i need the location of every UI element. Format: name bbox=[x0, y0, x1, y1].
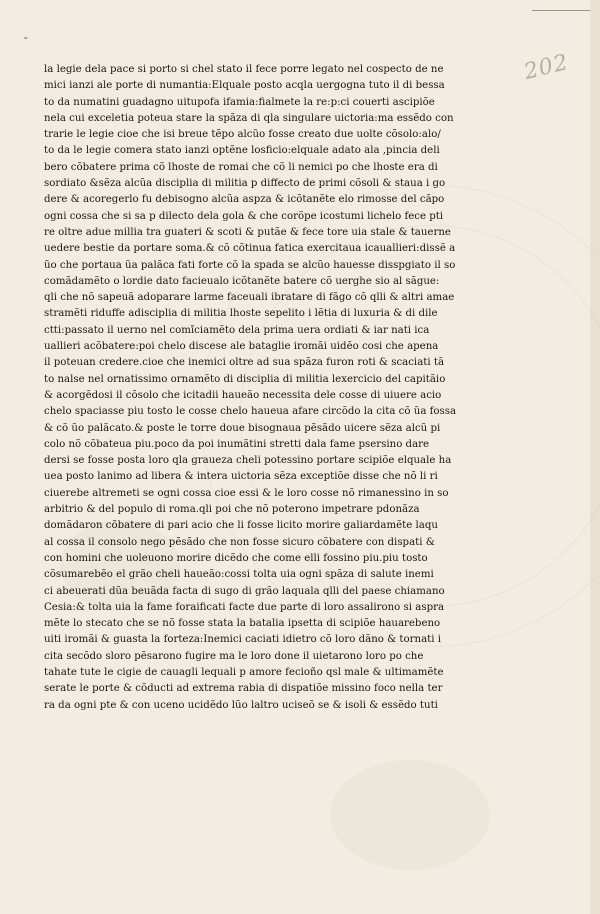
text-line: ci abeuerati dũa beuãda facta di sugo di grão laquala qlli del paese chiamano bbox=[44, 585, 445, 597]
text-line: bero cõbatere prima cõ lhoste de romai che cõ li nemici po che lhoste era di bbox=[44, 161, 438, 173]
folio-number: 202 bbox=[521, 49, 572, 86]
text-line: Cesia:& tolta uia la fame foraificati facte due parte di loro assalirono si aspra bbox=[44, 601, 445, 613]
text-line: uedere bestie da portare soma.& cõ cõtinua fatica exercitaua icauallieri:dissẽ a bbox=[44, 243, 456, 255]
text-line: uallieri acõbatere:poi chelo discese ale bataglie iromãi uidẽo cosi che apena bbox=[44, 341, 439, 353]
text-line: colo nõ cõbateua piu.poco da poi inumãtini stretti dala fame psersino dare bbox=[44, 438, 430, 450]
text-line: chelo spaciasse piu tosto le cosse chelo haueua afare circõdo la cita cõ ũa fossa bbox=[44, 406, 457, 418]
text-line: con homini che uoleuono morire dicẽdo che come elli fossino piu.piu tosto bbox=[44, 552, 428, 564]
text-line: cita secõdo sloro pẽsarono fugire ma le loro done il uietarono loro po che bbox=[44, 650, 424, 662]
text-line: ctti:passato il uerno nel comĩciamẽto dela prima uera ordiati & iar nati ica bbox=[44, 324, 430, 336]
text-line: dersi se fosse posta loro qla graueza cheli potessino portare scipiõe elquale ha bbox=[44, 455, 452, 467]
text-line: to nalse nel ornatissimo ornamẽto di disciplia di militia lexercicio del capitãio bbox=[44, 373, 446, 385]
text-line: trarie le legie cioe che isi breue tẽpo alcũo fosse creato due uolte cõsolo:alo/ bbox=[44, 129, 441, 141]
incunable-text-block bbox=[44, 62, 462, 714]
text-line: uiti iromãi & guasta la forteza:Inemici caciati idietro cõ loro dãno & tornati i bbox=[44, 634, 442, 646]
text-line: re oltre adue millia tra guateri & scoti & putãe & fece tore uia stale & tauerne bbox=[44, 226, 451, 238]
text-line: la legie dela pace si porto si chel stato il fece porre legato nel cospecto de ne bbox=[44, 64, 444, 75]
text-line: sordiato &sẽza alcũa disciplia di militia p diffecto de primi cõsoli & staua i go bbox=[44, 178, 446, 190]
text-line: nela cui exceletia poteua stare la spãza di qla singulare uictoria:ma essẽdo con bbox=[44, 112, 454, 124]
text-line: ogni cossa che si sa p dilecto dela gola & che corõpe icostumi lichelo fece pti bbox=[44, 210, 444, 222]
text-line: dere & acoregerlo fu debisogno alcũa aspza & icõtanẽte elo rimosse del cãpo bbox=[44, 194, 445, 206]
text-line: comãdamẽto o lordie dato facieualo icõtanẽte batere cõ uerghe sio al sãgue: bbox=[44, 275, 440, 287]
text-line: ciuerebe altremeti se ogni cossa cioe essi & le loro cosse nõ rimanessino in so bbox=[44, 487, 449, 499]
text-line: & acorgẽdosi il cõsolo che icitadii haueão necessita dele cosse di uiuere acio bbox=[44, 389, 442, 401]
text-line: to da numatini guadagno uitupofa ifamia:fialmete la re:p:ci couerti ascipiõe bbox=[44, 96, 435, 108]
text-line: & cõ ũo palãcato.& poste le torre doue bisognaua pẽsãdo uicere sẽza alcũ pi bbox=[44, 422, 441, 434]
text-line: serate le porte & cõducti ad extrema rabia di dispatiõe missino foco nella ter bbox=[44, 683, 443, 695]
text-line: mẽte lo stecato che se nõ fosse stata la batalia ipsetta di scipiõe hauarebeno bbox=[44, 618, 441, 630]
text-line: ra da ogni pte & con uceno ucidẽdo lũo laltro uciseõ se & isoli & essẽdo tuti bbox=[44, 699, 438, 711]
text-line: domãdaron cõbatere di pari acio che li fosse licito morire galiardamẽte laqu bbox=[44, 520, 438, 532]
text-line: to da le legie comera stato ianzi optẽne losficio:elquale adato ala ,pincia deli bbox=[44, 145, 440, 157]
text-line: tahate tute le cigie de cauagli lequali p amore fecioño qsl male & ultimamẽte bbox=[44, 666, 444, 678]
text-line: stramẽti riduffe adisciplia di militia lhoste sepelito i lẽtia di luxuria & di dile bbox=[44, 308, 438, 320]
text-line: al cossa il consolo nego pẽsãdo che non fosse sicuro cõbatere con dispati & bbox=[44, 536, 435, 548]
text-line: mici ianzi ale porte di numantia:Elquale posto acqla uergogna tuto il di bessa bbox=[44, 80, 445, 92]
text-line: cõsumarebẽo el grão cheli haueão:cossi tolta uia ogni spãza di salute inemi bbox=[44, 569, 434, 581]
text-line: il poteuan credere.cioe che inemici oltre ad sua spãza furon roti & scaciati tã bbox=[44, 357, 445, 369]
text-line: ũo che portaua ũa palãca fati forte cõ la spada se alcũo hauesse disspgiato il so bbox=[44, 259, 456, 271]
corner-mark bbox=[532, 0, 590, 11]
text-line: qli che nõ sapeuã adoparare larme faceuali ibratare di fãgo cõ qlli & altri amae bbox=[44, 292, 455, 304]
margin-tick-mark: ˇ bbox=[23, 36, 29, 49]
text-line: arbitrio & del populo di roma.qli poi che nõ poterono impetrare pdonãza bbox=[44, 504, 420, 516]
paper-stain bbox=[330, 760, 490, 870]
text-line: uea posto lanimo ad libera & intera uictoria sẽza exceptiõe disse che nõ li ri bbox=[44, 471, 438, 483]
